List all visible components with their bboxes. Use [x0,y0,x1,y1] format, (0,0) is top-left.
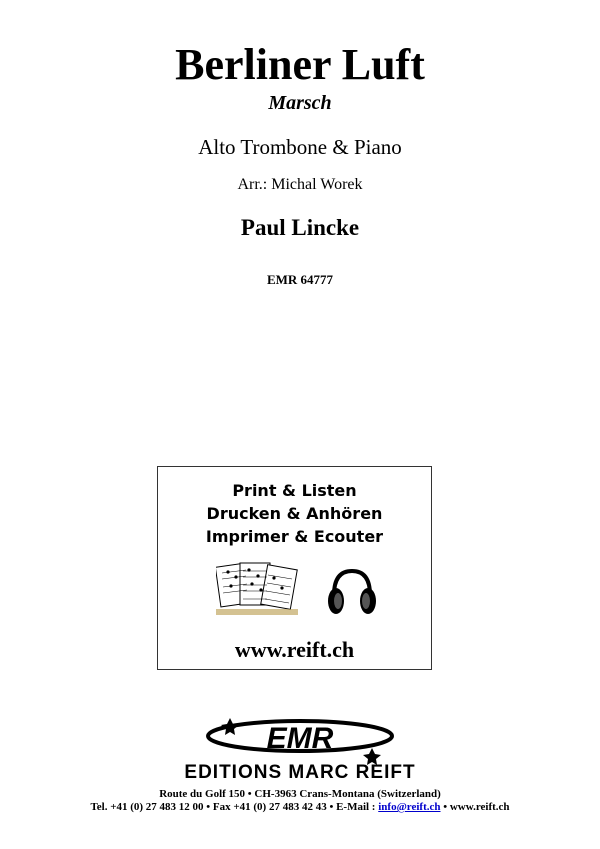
composer: Paul Lincke [240,215,360,240]
emr-logo [150,712,450,782]
contact-phone-fax: Tel. +41 (0) 27 483 12 00 • Fax +41 (0) 27 483 42 43 • E-Mail : [90,801,379,813]
catalog-number: EMR 64777 [266,272,334,287]
promo-line-imprimer-ecouter: Imprimer & Ecouter [205,527,384,546]
instrumentation: Alto Trombone & Piano [198,135,402,159]
promo-line-drucken-anhoeren: Drucken & Anhören [206,504,383,523]
promo-url[interactable]: www.reift.ch [234,637,355,662]
publisher-address: Route du Golf 150 • CH-3963 Crans-Montana (Switzerland) [159,788,441,800]
arranger: Arr.: Michal Worek [237,176,363,193]
promo-box [157,466,432,670]
promo-line-print-listen: Print & Listen [232,481,357,500]
publisher-name: EDITIONS MARC REIFT [184,762,416,782]
email-link[interactable]: info@reift.ch [378,801,441,813]
contact-website: • www.reift.ch [440,801,510,813]
subtitle: Marsch [268,92,332,114]
title: Berliner Luft [175,40,425,89]
sheet-music-icon [216,559,298,619]
logo-text: EMR [266,722,334,755]
publisher-contact [0,800,600,814]
headphones-icon [326,565,378,619]
